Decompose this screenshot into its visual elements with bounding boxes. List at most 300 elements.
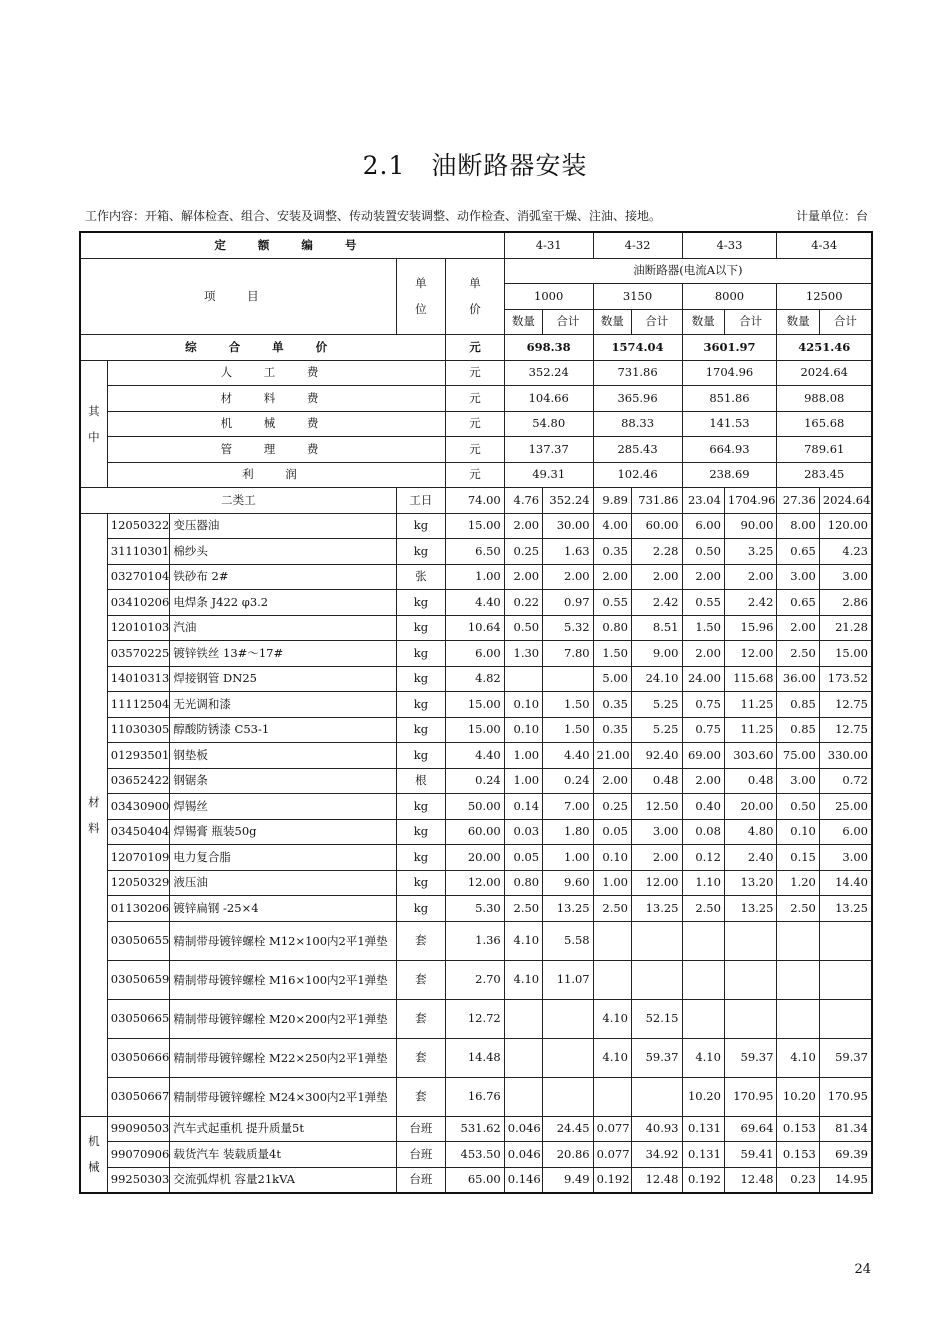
current-cell: 8000 <box>682 284 777 310</box>
item-price: 2.70 <box>446 960 505 999</box>
item-cell: 11.07 <box>543 960 594 999</box>
cost-unit: 元 <box>446 437 505 463</box>
item-cell: 81.34 <box>819 1116 872 1142</box>
item-unit: kg <box>396 539 446 565</box>
cost-value: 238.69 <box>682 462 777 488</box>
item-cell <box>724 999 777 1038</box>
qty-label: 数量 <box>504 309 542 335</box>
item-cell: 13.25 <box>724 896 777 922</box>
labor-cell: 2024.64 <box>819 488 872 514</box>
sum-label: 合计 <box>632 309 683 335</box>
item-cell: 3.25 <box>724 539 777 565</box>
item-code: 03050659 <box>107 960 170 999</box>
item-cell: 59.37 <box>724 1038 777 1077</box>
material-row <box>80 921 872 960</box>
item-cell: 0.046 <box>504 1116 542 1142</box>
item-price: 12.00 <box>446 870 505 896</box>
item-cell: 34.92 <box>632 1142 683 1168</box>
item-code: 14010313 <box>107 666 170 692</box>
labor-label: 二类工 <box>80 488 396 514</box>
item-name: 精制带母镀锌螺栓 M12×100内2平1弹垫 <box>170 921 396 960</box>
material-row <box>80 641 872 667</box>
material-row <box>80 819 872 845</box>
item-cell: 1.50 <box>543 717 594 743</box>
item-cell: 1.10 <box>682 870 724 896</box>
item-cell: 0.10 <box>504 717 542 743</box>
item-cell: 0.55 <box>682 590 724 616</box>
cost-value: 285.43 <box>593 437 682 463</box>
item-cell: 0.85 <box>777 692 819 718</box>
composite-unit: 元 <box>446 335 505 361</box>
item-cell: 75.00 <box>777 743 819 769</box>
item-cell: 4.23 <box>819 539 872 565</box>
item-cell: 2.40 <box>724 845 777 871</box>
item-name: 载货汽车 装载质量4t <box>170 1142 396 1168</box>
item-price: 16.76 <box>446 1077 505 1116</box>
item-cell: 0.35 <box>593 539 631 565</box>
item-cell <box>504 999 542 1038</box>
item-cell: 14.40 <box>819 870 872 896</box>
material-row <box>80 743 872 769</box>
item-cell: 36.00 <box>777 666 819 692</box>
code-cell: 4-31 <box>504 232 593 258</box>
item-cell: 2.00 <box>682 768 724 794</box>
item-cell: 10.20 <box>682 1077 724 1116</box>
page-title <box>0 146 950 182</box>
sum-label: 合计 <box>543 309 594 335</box>
cost-label: 机 械 费 <box>107 411 445 437</box>
item-cell: 0.153 <box>777 1116 819 1142</box>
cost-value: 851.86 <box>682 386 777 412</box>
item-cell: 120.00 <box>819 513 872 539</box>
labor-unit: 工日 <box>396 488 446 514</box>
item-cell: 0.12 <box>682 845 724 871</box>
item-name: 棉纱头 <box>170 539 396 565</box>
item-unit: 台班 <box>396 1116 446 1142</box>
cost-value: 365.96 <box>593 386 682 412</box>
cost-unit: 元 <box>446 411 505 437</box>
item-unit: kg <box>396 870 446 896</box>
item-cell <box>632 1077 683 1116</box>
item-cell: 11.25 <box>724 717 777 743</box>
current-cell: 12500 <box>777 284 872 310</box>
item-cell: 4.40 <box>543 743 594 769</box>
item-cell: 13.20 <box>724 870 777 896</box>
machinery-label: 机械 <box>80 1116 107 1193</box>
item-cell: 0.40 <box>682 794 724 820</box>
item-cell: 1.50 <box>543 692 594 718</box>
labor-price: 74.00 <box>446 488 505 514</box>
item-cell: 0.35 <box>593 717 631 743</box>
cost-value: 283.45 <box>777 462 872 488</box>
item-cell: 9.60 <box>543 870 594 896</box>
item-cell: 0.14 <box>504 794 542 820</box>
item-cell: 4.10 <box>682 1038 724 1077</box>
item-code: 31110301 <box>107 539 170 565</box>
item-price: 65.00 <box>446 1167 505 1193</box>
item-name: 汽车式起重机 提升质量5t <box>170 1116 396 1142</box>
item-cell: 4.10 <box>593 999 631 1038</box>
item-cell: 90.00 <box>724 513 777 539</box>
composite-row <box>80 335 872 361</box>
item-unit: kg <box>396 819 446 845</box>
item-unit: 套 <box>396 1077 446 1116</box>
item-name: 精制带母镀锌螺栓 M20×200内2平1弹垫 <box>170 999 396 1038</box>
item-cell: 0.22 <box>504 590 542 616</box>
material-row <box>80 768 872 794</box>
material-row <box>80 999 872 1038</box>
item-cell: 0.97 <box>543 590 594 616</box>
item-unit: 套 <box>396 1038 446 1077</box>
item-cell: 13.25 <box>543 896 594 922</box>
cost-value: 104.66 <box>504 386 593 412</box>
item-name: 精制带母镀锌螺栓 M22×250内2平1弹垫 <box>170 1038 396 1077</box>
item-cell: 69.39 <box>819 1142 872 1168</box>
item-cell: 24.00 <box>682 666 724 692</box>
item-code: 03430900 <box>107 794 170 820</box>
material-row <box>80 539 872 565</box>
item-price: 50.00 <box>446 794 505 820</box>
item-name: 电焊条 J422 φ3.2 <box>170 590 396 616</box>
item-cell: 1.00 <box>504 743 542 769</box>
item-cell: 3.00 <box>819 845 872 871</box>
labor-cell: 1704.96 <box>724 488 777 514</box>
item-cell: 15.00 <box>819 641 872 667</box>
item-cell <box>819 960 872 999</box>
material-row <box>80 1038 872 1077</box>
cost-label: 材 料 费 <box>107 386 445 412</box>
item-price: 6.00 <box>446 641 505 667</box>
current-cell: 3150 <box>593 284 682 310</box>
material-row <box>80 513 872 539</box>
cost-value: 88.33 <box>593 411 682 437</box>
labor-cell: 9.89 <box>593 488 631 514</box>
item-cell: 12.75 <box>819 692 872 718</box>
item-cell: 69.00 <box>682 743 724 769</box>
item-cell: 0.50 <box>682 539 724 565</box>
item-cell: 24.10 <box>632 666 683 692</box>
item-cell: 0.23 <box>777 1167 819 1193</box>
item-cell: 0.85 <box>777 717 819 743</box>
item-name: 变压器油 <box>170 513 396 539</box>
item-cell: 25.00 <box>819 794 872 820</box>
item-name: 钢锯条 <box>170 768 396 794</box>
item-cell: 2.00 <box>593 768 631 794</box>
item-cell: 0.80 <box>504 870 542 896</box>
item-cell: 20.86 <box>543 1142 594 1168</box>
machinery-row <box>80 1167 872 1193</box>
work-content: 工作内容：开箱、解体检查、组合、安装及调整、传动装置安装调整、动作检查、消弧室干燥、注油、接地。 <box>85 209 662 223</box>
item-cell: 8.00 <box>777 513 819 539</box>
item-unit: kg <box>396 743 446 769</box>
item-cell: 2.00 <box>543 564 594 590</box>
item-cell: 12.50 <box>632 794 683 820</box>
item-cell <box>682 999 724 1038</box>
item-cell <box>682 960 724 999</box>
cost-value: 731.86 <box>593 360 682 386</box>
item-unit: 张 <box>396 564 446 590</box>
item-cell: 0.48 <box>724 768 777 794</box>
unit-label: 单位 <box>396 258 446 335</box>
item-cell: 0.08 <box>682 819 724 845</box>
item-cell: 0.10 <box>593 845 631 871</box>
item-price: 15.00 <box>446 513 505 539</box>
item-price: 4.82 <box>446 666 505 692</box>
cost-unit: 元 <box>446 360 505 386</box>
item-cell <box>777 999 819 1038</box>
item-code: 03050666 <box>107 1038 170 1077</box>
item-cell <box>819 999 872 1038</box>
machinery-row <box>80 1116 872 1142</box>
item-cell: 0.03 <box>504 819 542 845</box>
code-cell: 4-33 <box>682 232 777 258</box>
group-header-row <box>80 258 872 284</box>
item-cell: 59.37 <box>632 1038 683 1077</box>
item-price: 60.00 <box>446 819 505 845</box>
cost-value: 664.93 <box>682 437 777 463</box>
quota-table <box>79 231 873 1194</box>
item-unit: kg <box>396 794 446 820</box>
item-code: 12010103 <box>107 615 170 641</box>
item-cell: 4.10 <box>593 1038 631 1077</box>
item-cell: 1.20 <box>777 870 819 896</box>
item-cell: 13.25 <box>819 896 872 922</box>
item-cell: 0.80 <box>593 615 631 641</box>
cost-row <box>80 360 872 386</box>
cost-value: 1704.96 <box>682 360 777 386</box>
item-cell: 60.00 <box>632 513 683 539</box>
item-cell: 12.00 <box>632 870 683 896</box>
item-cell: 4.10 <box>504 921 542 960</box>
item-code: 03050667 <box>107 1077 170 1116</box>
item-cell <box>543 1077 594 1116</box>
item-cell: 52.15 <box>632 999 683 1038</box>
item-cell: 0.131 <box>682 1116 724 1142</box>
item-cell: 173.52 <box>819 666 872 692</box>
material-row <box>80 564 872 590</box>
item-code: 12070109 <box>107 845 170 871</box>
item-cell: 115.68 <box>724 666 777 692</box>
item-cell: 4.80 <box>724 819 777 845</box>
item-price: 15.00 <box>446 717 505 743</box>
item-cell: 1.00 <box>504 768 542 794</box>
material-row <box>80 794 872 820</box>
item-name: 焊接钢管 DN25 <box>170 666 396 692</box>
item-cell: 0.146 <box>504 1167 542 1193</box>
item-cell: 7.80 <box>543 641 594 667</box>
item-cell: 2.50 <box>593 896 631 922</box>
item-cell: 92.40 <box>632 743 683 769</box>
item-code: 99250303 <box>107 1167 170 1193</box>
item-cell: 12.48 <box>632 1167 683 1193</box>
item-price: 5.30 <box>446 896 505 922</box>
item-cell: 59.41 <box>724 1142 777 1168</box>
item-cell: 0.50 <box>777 794 819 820</box>
item-cell: 0.75 <box>682 692 724 718</box>
cost-row <box>80 386 872 412</box>
material-row <box>80 960 872 999</box>
item-cell: 24.45 <box>543 1116 594 1142</box>
item-cell: 303.60 <box>724 743 777 769</box>
item-cell: 2.00 <box>682 564 724 590</box>
item-cell <box>543 1038 594 1077</box>
cost-label: 管 理 费 <box>107 437 445 463</box>
material-row <box>80 845 872 871</box>
code-row <box>80 232 872 258</box>
cost-row <box>80 462 872 488</box>
labor-cell: 27.36 <box>777 488 819 514</box>
item-cell: 0.192 <box>682 1167 724 1193</box>
material-row <box>80 692 872 718</box>
item-cell: 3.00 <box>777 768 819 794</box>
item-cell: 12.75 <box>819 717 872 743</box>
item-price: 4.40 <box>446 743 505 769</box>
item-unit: kg <box>396 666 446 692</box>
item-unit: 台班 <box>396 1142 446 1168</box>
item-cell: 1.80 <box>543 819 594 845</box>
item-cell: 1.30 <box>504 641 542 667</box>
item-cell: 0.05 <box>593 819 631 845</box>
material-row <box>80 615 872 641</box>
item-cell <box>543 999 594 1038</box>
item-cell: 0.192 <box>593 1167 631 1193</box>
item-cell: 2.50 <box>682 896 724 922</box>
composite-label: 综 合 单 价 <box>80 335 446 361</box>
of-which-label: 其中 <box>80 360 107 488</box>
item-cell: 330.00 <box>819 743 872 769</box>
item-cell <box>504 666 542 692</box>
item-cell <box>593 1077 631 1116</box>
item-name: 精制带母镀锌螺栓 M16×100内2平1弹垫 <box>170 960 396 999</box>
item-cell: 0.131 <box>682 1142 724 1168</box>
labor-cell: 352.24 <box>543 488 594 514</box>
code-label: 定 额 编 号 <box>80 232 504 258</box>
item-cell: 15.96 <box>724 615 777 641</box>
materials-label: 材料 <box>80 513 107 1116</box>
item-price: 1.36 <box>446 921 505 960</box>
item-unit: kg <box>396 513 446 539</box>
item-cell: 0.077 <box>593 1142 631 1168</box>
cost-value: 141.53 <box>682 411 777 437</box>
item-cell: 3.00 <box>632 819 683 845</box>
item-cell: 2.28 <box>632 539 683 565</box>
labor-cell: 731.86 <box>632 488 683 514</box>
cost-value: 352.24 <box>504 360 593 386</box>
item-cell: 5.32 <box>543 615 594 641</box>
item-cell: 11.25 <box>724 692 777 718</box>
item-cell: 0.10 <box>504 692 542 718</box>
item-price: 531.62 <box>446 1116 505 1142</box>
item-name: 液压油 <box>170 870 396 896</box>
code-cell: 4-32 <box>593 232 682 258</box>
item-cell <box>724 921 777 960</box>
item-cell: 0.65 <box>777 590 819 616</box>
item-name: 交流弧焊机 容量21kVA <box>170 1167 396 1193</box>
item-unit: 套 <box>396 999 446 1038</box>
machinery-row <box>80 1142 872 1168</box>
item-label: 项 目 <box>80 258 396 335</box>
item-cell <box>632 921 683 960</box>
item-unit: kg <box>396 717 446 743</box>
item-cell: 2.00 <box>504 513 542 539</box>
item-cell: 59.37 <box>819 1038 872 1077</box>
item-cell: 2.00 <box>777 615 819 641</box>
item-unit: 套 <box>396 960 446 999</box>
item-code: 11112504 <box>107 692 170 718</box>
item-cell: 13.25 <box>632 896 683 922</box>
item-code: 03450404 <box>107 819 170 845</box>
item-cell: 0.72 <box>819 768 872 794</box>
item-cell: 2.00 <box>632 564 683 590</box>
item-code: 03050665 <box>107 999 170 1038</box>
item-cell: 2.50 <box>504 896 542 922</box>
measure-unit: 计量单位：台 <box>795 209 868 223</box>
item-cell <box>819 921 872 960</box>
cost-unit: 元 <box>446 386 505 412</box>
group-label: 油断路器(电流A以下) <box>504 258 872 284</box>
cost-value: 54.80 <box>504 411 593 437</box>
cost-value: 102.46 <box>593 462 682 488</box>
item-name: 焊锡膏 瓶装50g <box>170 819 396 845</box>
item-name: 精制带母镀锌螺栓 M24×300内2平1弹垫 <box>170 1077 396 1116</box>
item-name: 无光调和漆 <box>170 692 396 718</box>
item-name: 镀锌扁钢 -25×4 <box>170 896 396 922</box>
item-cell: 1.00 <box>543 845 594 871</box>
item-cell: 4.00 <box>593 513 631 539</box>
labor-cell: 4.76 <box>504 488 542 514</box>
item-unit: kg <box>396 896 446 922</box>
material-row <box>80 1077 872 1116</box>
cost-label: 利 润 <box>107 462 445 488</box>
item-cell: 30.00 <box>543 513 594 539</box>
item-cell: 0.05 <box>504 845 542 871</box>
item-cell: 0.25 <box>504 539 542 565</box>
item-code: 12050329 <box>107 870 170 896</box>
item-code: 03570225 <box>107 641 170 667</box>
composite-value: 698.38 <box>504 335 593 361</box>
labor-row <box>80 488 872 514</box>
item-unit: 根 <box>396 768 446 794</box>
item-name: 铁砂布 2# <box>170 564 396 590</box>
item-cell: 9.49 <box>543 1167 594 1193</box>
item-cell: 21.00 <box>593 743 631 769</box>
item-price: 1.00 <box>446 564 505 590</box>
item-price: 20.00 <box>446 845 505 871</box>
item-cell <box>724 960 777 999</box>
item-cell: 0.24 <box>543 768 594 794</box>
item-unit: kg <box>396 692 446 718</box>
item-cell: 12.00 <box>724 641 777 667</box>
item-cell: 1.50 <box>593 641 631 667</box>
item-cell: 5.25 <box>632 717 683 743</box>
item-name: 醇酸防锈漆 C53-1 <box>170 717 396 743</box>
material-row <box>80 666 872 692</box>
item-cell: 2.50 <box>777 896 819 922</box>
qty-label: 数量 <box>682 309 724 335</box>
cost-row <box>80 411 872 437</box>
item-name: 钢垫板 <box>170 743 396 769</box>
item-code: 03410206 <box>107 590 170 616</box>
item-cell <box>543 666 594 692</box>
item-code: 03270104 <box>107 564 170 590</box>
item-cell: 2.50 <box>777 641 819 667</box>
item-cell: 5.58 <box>543 921 594 960</box>
item-price: 0.24 <box>446 768 505 794</box>
cost-value: 789.61 <box>777 437 872 463</box>
composite-value: 4251.46 <box>777 335 872 361</box>
item-cell: 69.64 <box>724 1116 777 1142</box>
item-cell: 10.20 <box>777 1077 819 1116</box>
